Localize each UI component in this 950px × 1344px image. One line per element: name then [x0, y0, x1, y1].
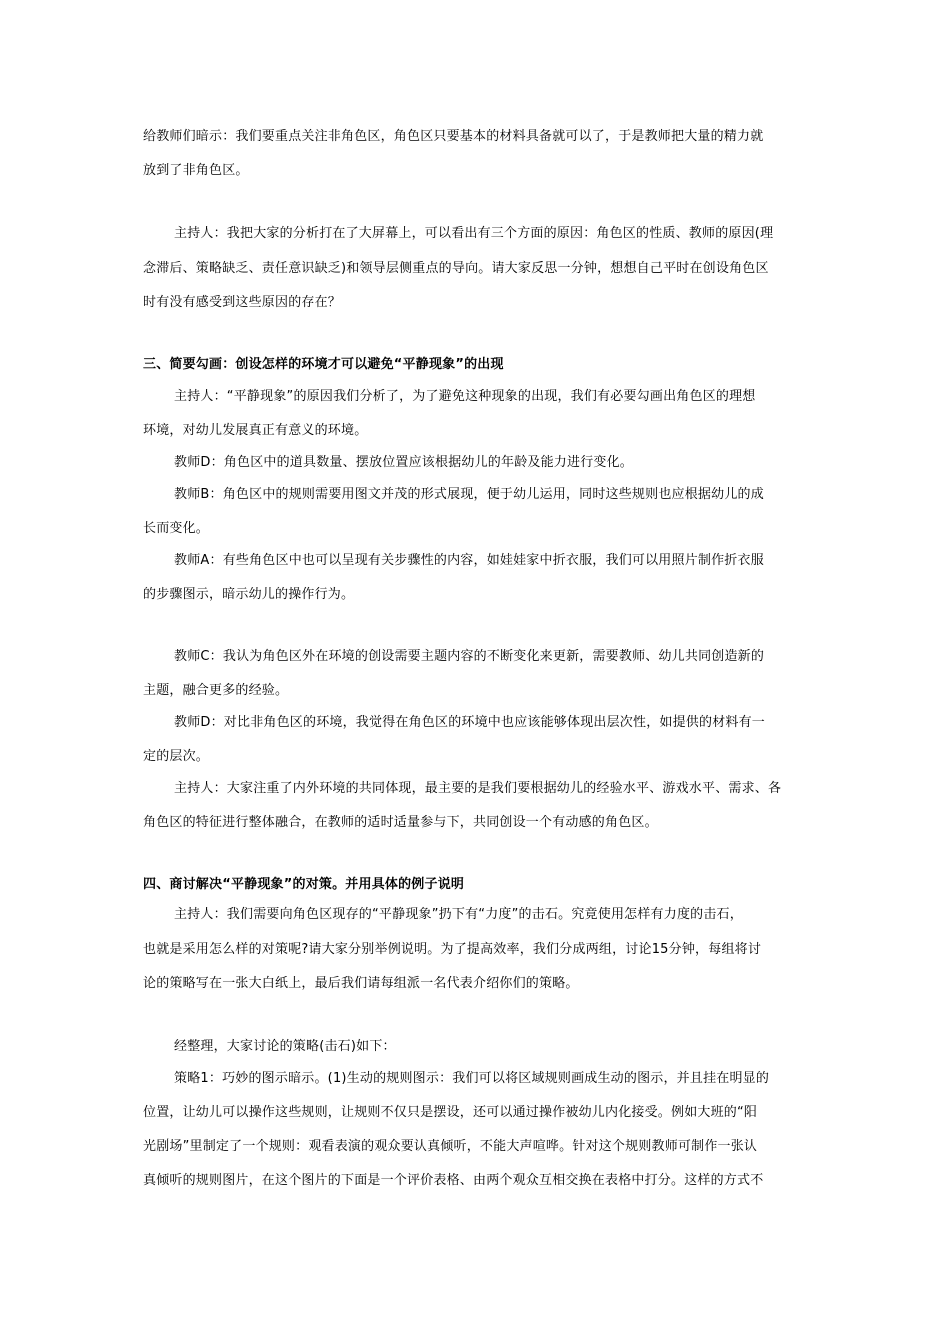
- section-heading: 三、简要勾画：创设怎样的环境才可以避免“平静现象”的出现: [143, 357, 504, 372]
- text-line: 教师A：有些角色区中也可以呈现有关步骤性的内容，如娃娃家中折衣服，我们可以用照片制作折衣服: [174, 553, 764, 568]
- text-line: 教师B：角色区中的规则需要用图文并茂的形式展现，便于幼儿运用，同时这些规则也应根据幼儿的成: [174, 487, 764, 502]
- text-line: 主题，融合更多的经验。: [143, 683, 289, 698]
- text-line: 主持人：我们需要向角色区现存的“平静现象”扔下有“力度”的击石。究竟使用怎样有力度的击石，: [174, 907, 743, 922]
- text-line: 环境，对幼儿发展真正有意义的环境。: [143, 423, 368, 438]
- text-line: 教师D：对比非角色区的环境，我觉得在角色区的环境中也应该能够体现出层次性，如提供的材料有一: [174, 715, 766, 730]
- text-line: 主持人：“平静现象”的原因我们分析了，为了避免这种现象的出现，我们有必要勾画出角色区的理想: [174, 389, 756, 404]
- text-line: 教师C：我认为角色区外在环境的创设需要主题内容的不断变化来更新，需要教师、幼儿共同创造新的: [174, 649, 765, 664]
- text-line: 角色区的特征进行整体融合，在教师的适时适量参与下，共同创设一个有动感的角色区。: [143, 815, 658, 830]
- text-line: 也就是采用怎么样的对策呢?请大家分别举例说明。为了提高效率，我们分成两组，讨论15分钟，每组将讨: [143, 942, 762, 957]
- text-line: 的步骤图示，暗示幼儿的操作行为。: [143, 587, 355, 602]
- text-line: 念滞后、策略缺乏、责任意识缺乏)和领导层侧重点的导向。请大家反思一分钟，想想自己平时在创设角色区: [143, 261, 769, 276]
- text-line: 主持人：大家注重了内外环境的共同体现，最主要的是我们要根据幼儿的经验水平、游戏水平、需求、各: [174, 781, 782, 796]
- text-line: 位置，让幼儿可以操作这些规则，让规则不仅只是摆设，还可以通过操作被幼儿内化接受。例如大班的“阳: [143, 1105, 758, 1120]
- text-line: 给教师们暗示：我们要重点关注非角色区，角色区只要基本的材料具备就可以了，于是教师把大量的精力就: [143, 129, 764, 144]
- text-line: 定的层次。: [143, 749, 210, 764]
- text-line: 长而变化。: [143, 521, 210, 536]
- text-line: 放到了非角色区。: [143, 163, 249, 178]
- text-line: 光剧场”里制定了一个规则：观看表演的观众要认真倾听，不能大声喧哗。针对这个规则教师可制作一张认: [143, 1139, 758, 1154]
- text-line: 经整理，大家讨论的策略(击石)如下：: [174, 1039, 396, 1054]
- text-line: 论的策略写在一张大白纸上，最后我们请每组派一名代表介绍你们的策略。: [143, 976, 579, 991]
- text-line: 教师D：角色区中的道具数量、摆放位置应该根据幼儿的年龄及能力进行变化。: [174, 455, 634, 470]
- text-line: 真倾听的规则图片，在这个图片的下面是一个评价表格、由两个观众互相交换在表格中打分。这样的方式不: [143, 1173, 764, 1188]
- text-line: 主持人：我把大家的分析打在了大屏幕上，可以看出有三个方面的原因：角色区的性质、教师的原因(理: [174, 226, 774, 241]
- text-line: 策略1：巧妙的图示暗示。(1)生动的规则图示：我们可以将区域规则画成生动的图示，并且挂在明显的: [174, 1071, 770, 1086]
- text-line: 时有没有感受到这些原因的存在？: [143, 295, 342, 310]
- section-heading: 四、商讨解决“平静现象”的对策。并用具体的例子说明: [143, 877, 465, 892]
